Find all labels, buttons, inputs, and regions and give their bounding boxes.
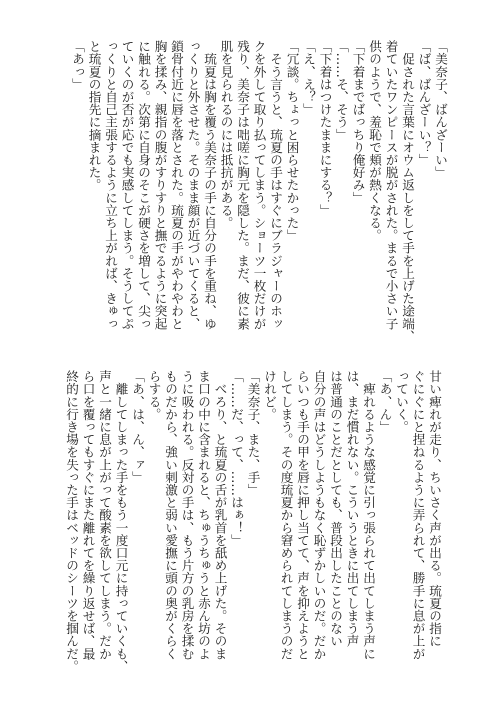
text-column: 「美奈子、また、手」 [245, 370, 261, 496]
text-column: そう言うと、琉夏の手はすぐにブラジャーのホッ [268, 40, 283, 330]
text-column: 供のようで、羞恥で頬が熱くなる。 [367, 40, 382, 242]
text-column: ものだから、強い刺激と弱い愛撫に頭の奥がくらく [163, 370, 178, 660]
text-column: けれど。 [262, 370, 277, 421]
text-column: 自分の声はどうしようもなく恥ずかしいのだ。だか [311, 370, 327, 660]
text-column: 「……そ、そう」 [334, 40, 349, 141]
text-column: ぐにぐにと捏ねるように弄られて、勝手に息が上が [410, 370, 426, 660]
text-column: 胸を揉み、親指の腹がすりすりと撫でるように突起 [152, 40, 168, 330]
text-column: 「……だ、って、……はぁ！」 [229, 370, 244, 547]
bottom-text-block [63, 370, 443, 673]
text-column: 「え、え？」 [301, 40, 316, 116]
text-column: は普通のことだとしても、普段出したことのない [328, 370, 343, 648]
text-column: 肌を見られるのには抵抗がある。 [218, 40, 234, 229]
text-column: っくりと外させた。そのまま顔が近づいてくると、 [185, 40, 201, 330]
text-column: 痺れるような感覚に引っ張られて出てしまう声に [361, 370, 376, 660]
text-column: 鎖骨付近に唇を落とされた。琉夏の手がやわやわと [169, 40, 184, 330]
text-column: 「あっ」 [70, 40, 85, 91]
text-column: うに吸われる。反対の手は、もう片方の乳房を揉む [179, 370, 195, 660]
text-column: っていく。 [394, 370, 409, 433]
text-column: 甘い痺れが走り、ちいさく声が出る。琉夏の指に [427, 370, 442, 648]
text-column: 着ていたワンピースが脱がされた。まるで小さい子 [383, 40, 399, 330]
text-column: は、まだ慣れない。こういうときに出てしまう声 [344, 370, 360, 648]
text-column: 「あ、ん」 [377, 370, 393, 433]
text-column: 「美奈子、ばんざーい」 [433, 40, 448, 179]
text-column: 「下着までばっちり俺好み」 [350, 40, 366, 204]
text-column: 琉夏は胸を覆う美奈子の手に自分の手を重ね、ゆ [202, 40, 217, 330]
text-column: らする。 [146, 370, 162, 421]
text-column: 「冗談。ちょっと困らせたかった」 [284, 40, 300, 242]
text-column: べろり、と琉夏の舌が乳首を舐め上げた。そのま [212, 370, 228, 660]
top-text-block [69, 40, 449, 343]
text-column: ま口の中に含まれると、ちゅうちゅうと赤ん坊のよ [196, 370, 211, 660]
text-column: と琉夏の指先に摘まれた。 [86, 40, 102, 192]
text-column: 残り、美奈子は咄嗟に胸元を隠した。まだ、彼に素 [235, 40, 250, 330]
text-column: 声と一緒に息が上がって酸素を欲してしまう。だか [97, 370, 112, 660]
text-column: 「ば、ばんざーい？」 [416, 40, 432, 166]
text-column: ら口を覆ってもすぐにまた離れてを繰り返せば、最 [80, 370, 96, 660]
text-column: 離してしまった手をもう一度口元に持っていくも、 [113, 370, 129, 673]
text-column: ていくのが否が応でも実感してしまう。そうしてぷ [119, 40, 135, 330]
text-column: してしまう。その度琉夏から窘められてしまうのだ [278, 370, 294, 660]
text-column: 終的に行き場を失った手はベッドのシーツを掴んだ。 [64, 370, 79, 673]
text-column: に触れる。次第に自身のそこが硬さを増して、尖っ [136, 40, 151, 330]
text-column: 「あ、は、ん、ァ」 [130, 370, 145, 484]
text-column: らいつも手の甲を唇に押し当てて、声を抑えようと [295, 370, 310, 660]
text-column: っくりと自己主張するように立ち上がれば、きゅっ [103, 40, 118, 330]
text-column: クを外して取り払ってしまう。ショーツ一枚だけが [251, 40, 267, 330]
text-column: 促された言葉にオウム返しをして手を上げた途端、 [400, 40, 415, 343]
text-column: 「下着はつけたままにする？」 [317, 40, 333, 217]
